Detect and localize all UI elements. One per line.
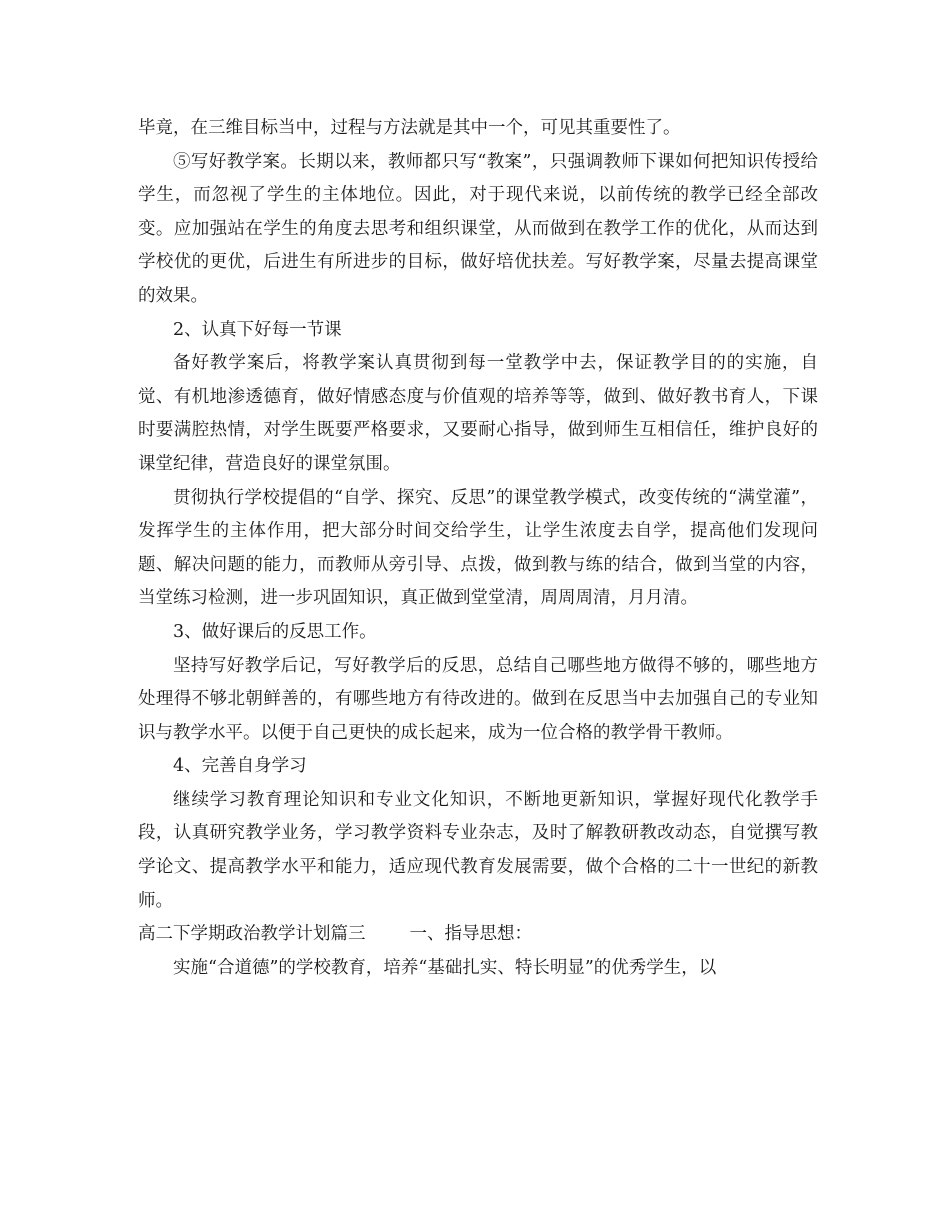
paragraph: ⑤写好教学案。长期以来，教师都只写“教案”，只强调教师下课如何把知识传授给学生，而忽视了学生的主体地位。因此，对于现代来说，以前传统的教学已经全部改变。应加强站在学生的角度去思考和组织课堂，从而做到在教学工作的优化，从而达到学校优的更优，后进生有所进步的目标，做好培优扶差。写好教学案，尽量去提高课堂的效果。 (138, 151, 818, 306)
paragraph: 备好教学案后，将教学案认真贯彻到每一堂教学中去，保证教学目的的实施，自觉、有机地渗透德育，做好情感态度与价值观的培养等等，做到、做好教书育人，下课时要满腔热情，对学生既要严格要求，又要耐心指导，做到师生互相信任，维护良好的课堂纪律，营造良好的课堂氛围。 (138, 353, 818, 474)
section-heading: 3、做好课后的反思工作。 (173, 621, 377, 642)
section-title-line (138, 918, 818, 952)
paragraph: 贯彻执行学校提倡的“自学、探究、反思”的课堂教学模式，改变传统的“满堂灌”，发挥学生的主体作用，把大部分时间交给学生，让学生浓度去自学，提高他们发现问题、解决问题的能力，而教师从旁引导、点拨，做到教与练的结合，做到当堂的内容，当堂练习检测，进一步巩固知识，真正做到堂堂清，周周周清，月月清。 (138, 487, 818, 609)
paragraph: 继续学习教育理论知识和专业文化知识，不断地更新知识，掌握好现代化教学手段，认真研究教学业务，学习教学资料专业杂志，及时了解教研教改动态，自觉撰写教学论文、提高教学水平和能力，适应现代教育发展需要，做个合格的二十一世纪的新教师。 (138, 789, 818, 911)
paragraph: 毕竟，在三维目标当中，过程与方法就是其中一个，可见其重要性了。 (138, 118, 681, 138)
document-section-title: 高二下学期政治教学计划篇三 (138, 924, 366, 945)
paragraph: 实施“合道德”的学校教育，培养“基础扎实、特长明显”的优秀学生，以 (173, 957, 717, 978)
subsection-heading: 一、指导思想： (409, 924, 532, 945)
section-heading: 4、完善自身学习 (173, 756, 307, 777)
section-heading: 2、认真下好每一节课 (173, 319, 342, 340)
document-body (138, 112, 818, 985)
paragraph: 坚持写好教学后记，写好教学后的反思，总结自己哪些地方做得不够的，哪些地方处理得不够北朝鲜善的，有哪些地方有待改进的。做到在反思当中去加强自己的专业知识与教学水平。以便于自己更快的成长起来，成为一位合格的教学骨干教师。 (138, 655, 818, 743)
